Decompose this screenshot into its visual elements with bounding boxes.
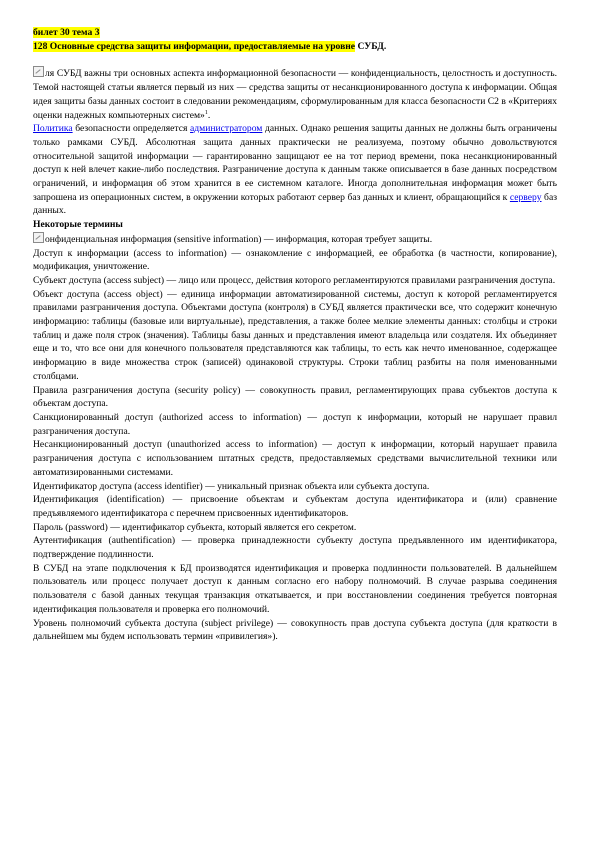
term-0: онфиденциальная информация (sensitive information) — информация, которая требует защиты.	[33, 232, 557, 247]
topic-line	[33, 40, 557, 54]
term-2: Субъект доступа (access subject) — лицо или процесс, действия которого регламентируются правилами разграничения доступа.	[33, 274, 556, 286]
term-5: Санкционированный доступ (authorized access to information) — доступ к информации, который не нарушает правил разграничения доступа.	[33, 411, 557, 437]
topic-title-tail: СУБД.	[355, 40, 387, 52]
link-server[interactable]: серверу	[509, 191, 542, 203]
term-7: Идентификатор доступа (access identifier) — уникальный признак объекта или субъекта доступа.	[33, 480, 430, 492]
term-10: Аутентификация (authentification) — проверка принадлежности субъекту доступа предъявленного им идентификатора, подтверждение подлинности.	[33, 535, 557, 561]
document-body	[33, 26, 557, 644]
ticket-label: билет 30 тема 3	[33, 27, 100, 38]
terms-heading: Некоторые термины	[33, 219, 123, 231]
image-placeholder-icon	[33, 232, 44, 243]
image-placeholder-icon	[33, 66, 44, 77]
link-administrator[interactable]: администратором	[190, 123, 263, 135]
term-11: В СУБД на этапе подключения к БД производятся идентификация и проверка подлинности пользователей. В дальнейшем пользователь или процесс получает доступ к данным согласно его набору полномочий. В случае разрыва соединения пользователя с базой данных текущая транзакция откатывается, и при восстановлении соединения требуется повторная идентификация пользователя и проверка его полномочий.	[33, 562, 557, 615]
term-1: Доступ к информации (access to information) — ознакомление с информацией, ее обработка (в частности, копирование), модификация, уничтожение.	[33, 247, 557, 273]
intro-paragraph-1: ля СУБД важны три основных аспекта информационной безопасности — конфиденциальность, целостность и доступность. Темой настоящей статьи является первый из них — средства защиты от несанкционированного доступа к информации. Общая идея защиты базы данных состоит в следовании рекомендациям, сформулированным для класса безопасности С2 в «Критериях оценки надежных компьютерных систем»$^1$.	[33, 68, 557, 121]
term-3: Объект доступа (access object) — единица информации автоматизированной системы, доступ к которой регламентируется правилами разграничения доступа. Объектами доступа (контроля) в СУБД является практически все, что содержит конечную информацию: таблицы (базовые или виртуальные), представления, а также более мелкие элементы данных: столбцы и строки таблиц и даже поля строк (значения). Таблицы базы данных и представления имеют владельца или создателя. Их объединяет еще и то, что все они для конечного пользователя представляются как таблицы, то есть как нечто именованное, содержащее информацию в виде множества строк (записей) одинаковой структуры. Строки таблиц разбиты на поля именованными столбцами.	[33, 288, 557, 382]
ticket-line	[33, 26, 557, 40]
term-12: Уровень полномочий субъекта доступа (subject privilege) — совокупность прав доступа субъекта доступа (для краткости в дальнейшем мы будем использовать термин «привилегия»).	[33, 617, 557, 643]
term-6: Несанкционированный доступ (unauthorized access to information) — доступ к информации, который нарушает правила разграничения доступа с использованием штатных средств, предоставляемых средствами вычислительной техники или автоматизированными системами.	[33, 439, 557, 478]
term-8: Идентификация (identification) — присвоение объектам и субъектам доступа идентификатора и (или) сравнение предъявляемого идентификатора с перечнем присвоенных идентификаторов.	[33, 494, 557, 519]
term-9: Пароль (password) — идентификатор субъекта, который является его секретом.	[33, 521, 357, 533]
intro-paragraph-2: Политика безопасности определяется администратором данных. Однако решения защиты данных не должны быть ограничены только рамками СУБД. Абсолютная защита данных практически не реализуема, поэтому обычно довольствуются относительной защитой информации — гарантированно защищают ее на тот период времени, пока несанкционированный доступ к ней влечет какие-либо последствия. Разграничение доступа к данным также описывается в базе данных посредством ограничений, и информация об этом хранится в ее системном каталоге. Иногда дополнительная информация может быть запрошена из операционных систем, в окружении которых работают сервер баз данных и клиент, обращающийся к серверу баз данных.	[33, 123, 557, 217]
link-policy[interactable]: Политика	[33, 123, 73, 135]
term-4: Правила разграничения доступа (security policy) — совокупность правил, регламентирующих права субъектов доступа к объектам доступа.	[33, 384, 557, 410]
topic-title: 128 Основные средства защиты информации, предоставляемые на уровне	[33, 40, 356, 52]
